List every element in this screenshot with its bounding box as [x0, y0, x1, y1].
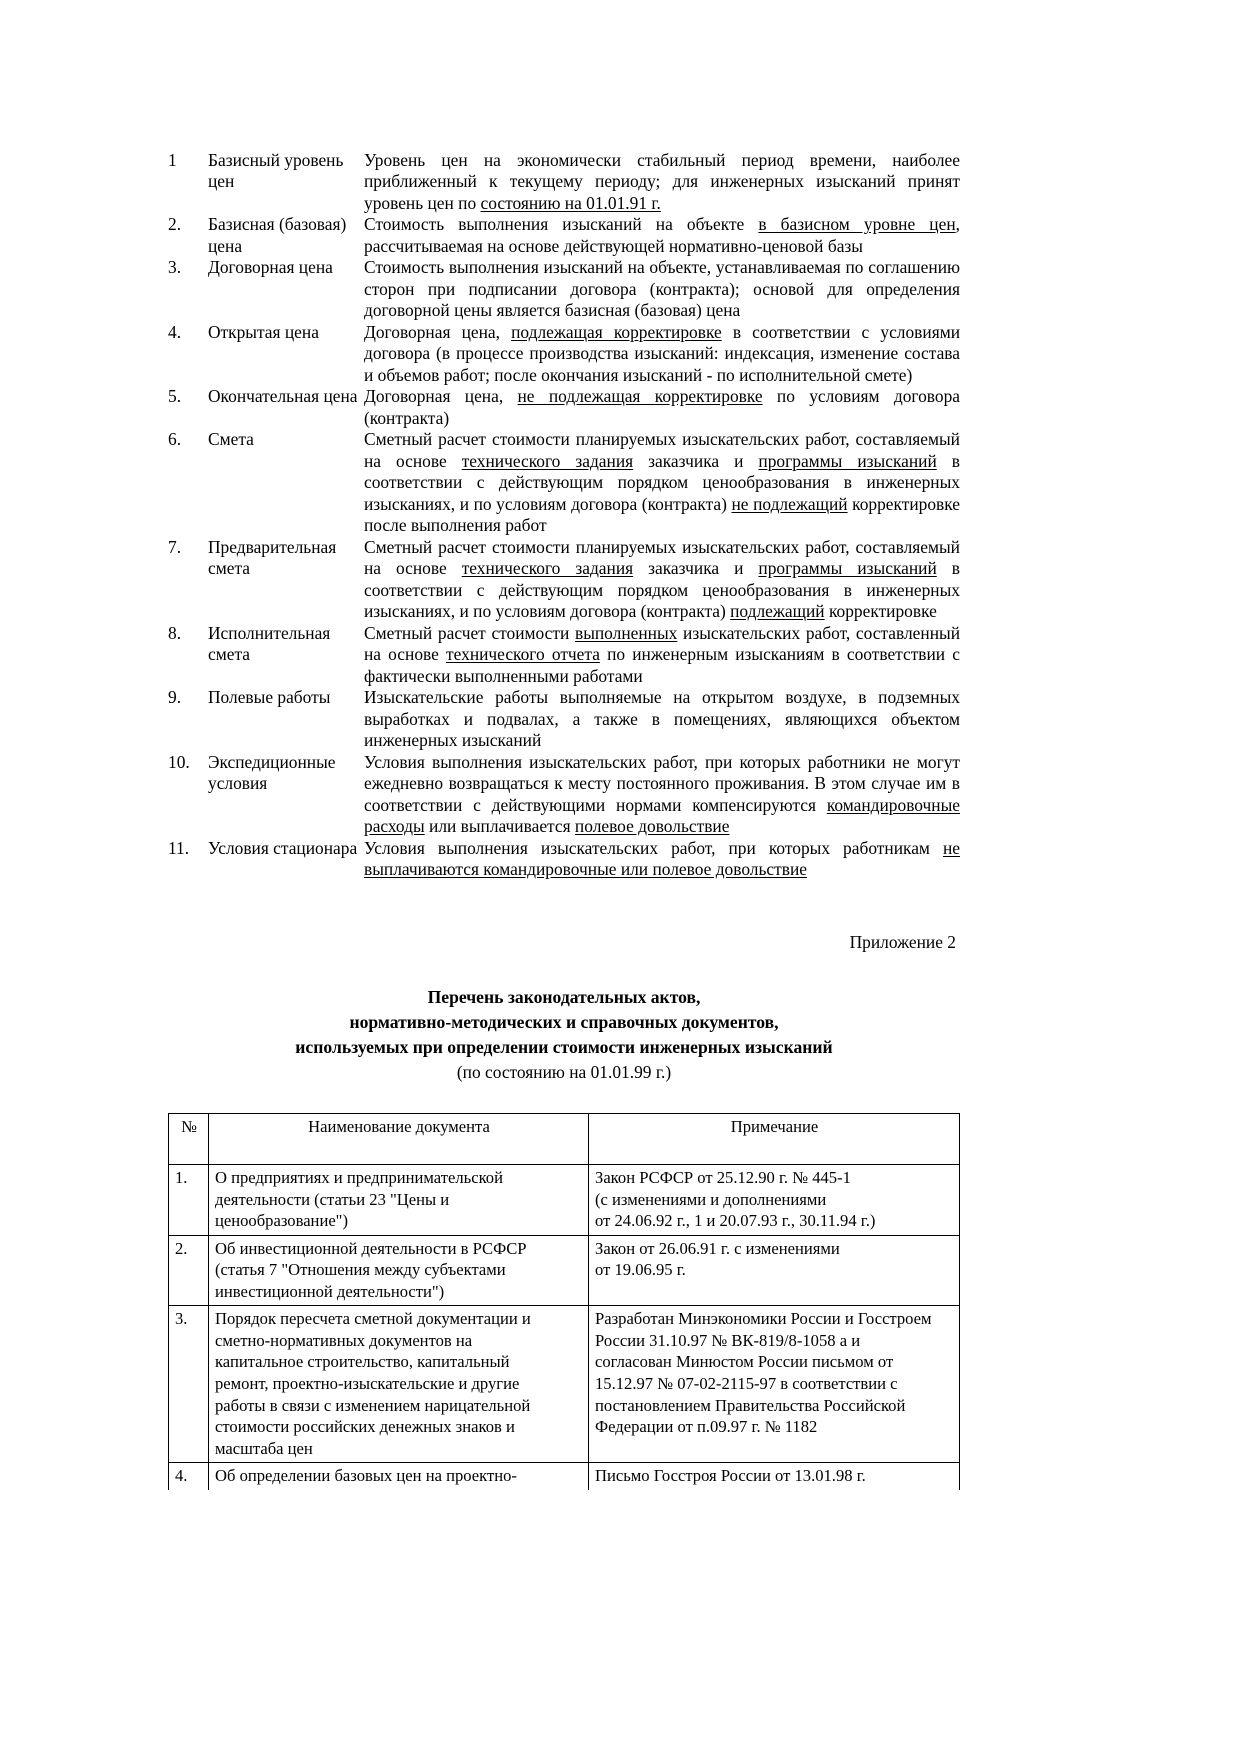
- definition-description: [364, 537, 960, 623]
- document-name-line: Об определении базовых цен на проектно-: [215, 1466, 517, 1486]
- definition-term: Базисная (базовая) цена: [208, 214, 347, 256]
- appendix-title: [168, 985, 960, 1060]
- emphasis-underlined-text: выполненных: [574, 622, 678, 643]
- plain-text: или выплачивается: [424, 816, 575, 837]
- plain-text: корректировке после выполнения работ: [364, 493, 960, 536]
- definition-row: [168, 537, 960, 623]
- document-name-cell: [209, 1164, 589, 1235]
- definition-term: Базисный уровень цен: [208, 150, 344, 192]
- plain-text: Договорная цена,: [364, 321, 512, 342]
- definition-term: Договорная цена: [208, 257, 333, 278]
- plain-text: по инженерным изысканиям в соответствии с фактически выполненными работами: [364, 644, 960, 686]
- document-name-line: Об инвестиционной деятельности в РСФСР: [215, 1238, 527, 1258]
- emphasis-underlined-text: в базисном уровне цен: [758, 214, 956, 235]
- definition-term: Окончательная цена: [208, 386, 358, 407]
- emphasis-underlined-text: технического отчета: [446, 644, 600, 665]
- definition-number: 2.: [168, 214, 182, 235]
- table-row: [169, 1306, 960, 1463]
- document-name-line: инвестиционной деятельности"): [215, 1281, 445, 1301]
- emphasis-underlined-text: подлежащий: [730, 601, 825, 622]
- definition-description: [364, 429, 960, 536]
- definition-description: [364, 150, 960, 214]
- documents-table: [168, 1113, 960, 1489]
- definition-description: [364, 687, 960, 751]
- plain-text: Сметный расчет стоимости планируемых изыскательских работ, составляемый на основе: [364, 536, 960, 579]
- appendix-title-line-3: используемых при определении стоимости инженерных изысканий: [295, 1037, 833, 1058]
- plain-text: Договорная цена,: [364, 386, 518, 407]
- definition-number: 3.: [168, 257, 182, 278]
- definition-number: 9.: [168, 687, 182, 708]
- appendix-title-line-1: Перечень законодательных актов,: [427, 987, 701, 1008]
- definitions-table: [168, 150, 960, 880]
- plain-text: заказчика и: [633, 450, 759, 471]
- definition-term: Открытая цена: [208, 321, 319, 342]
- definition-number: 11.: [168, 837, 190, 858]
- definition-row: [168, 687, 960, 751]
- definition-term: Исполнительная смета: [208, 622, 331, 665]
- definition-term: Полевые работы: [208, 687, 331, 708]
- definition-number: 7.: [168, 536, 182, 557]
- document-name-line: деятельности (статьи 23 "Цены и: [215, 1189, 450, 1209]
- emphasis-underlined-text: состоянию на 01.01.91 г.: [480, 192, 661, 213]
- plain-text: Условия выполнения изыскательских работ, при которых работникам: [364, 837, 943, 858]
- plain-text: по условиям договора (контракта): [364, 386, 960, 428]
- definition-description: [364, 322, 960, 386]
- plain-text: корректировке: [824, 601, 937, 622]
- document-note-line: постановлением Правительства Российской: [595, 1395, 906, 1415]
- document-note-line: Письмо Госстроя России от 13.01.98 г.: [595, 1466, 866, 1486]
- document-note-line: согласован Минюстом России письмом от: [595, 1352, 894, 1372]
- document-name-cell: [209, 1306, 589, 1463]
- document-name-cell: [209, 1463, 589, 1490]
- emphasis-underlined-text: не подлежащий: [731, 493, 848, 514]
- plain-text: Стоимость выполнения изысканий на объекте, устанавливаемая по соглашению сторон при подписании договора (контракта); основой для определения договорной цены является базисная (базовая) цена: [364, 257, 960, 321]
- definition-row: [168, 214, 960, 257]
- table-row: [169, 1235, 960, 1306]
- definition-row: [168, 429, 960, 536]
- document-name-line: О предприятиях и предпринимательской: [215, 1167, 503, 1187]
- definition-row: [168, 150, 960, 214]
- document-note-cell: [589, 1306, 960, 1463]
- document-note-line: Закон от 26.06.91 г. с изменениями: [595, 1238, 840, 1258]
- plain-text: Стоимость выполнения изысканий на объекте: [364, 214, 759, 235]
- definition-row: [168, 623, 960, 687]
- document-name-line: (статья 7 "Отношения между субъектами: [215, 1260, 506, 1280]
- document-name-line: Порядок пересчета сметной документации и: [215, 1309, 531, 1329]
- document-note-line: 15.12.97 № 07-02-2115-97 в соответствии с: [595, 1374, 898, 1393]
- column-header-name: Наименование документа: [209, 1114, 589, 1165]
- plain-text: в соответствии с действующим порядком ценообразования в инженерных изысканиях, и по условиям договора (контракта): [364, 558, 960, 622]
- definition-number: 1: [168, 150, 177, 170]
- document-name-line: ценообразование"): [215, 1211, 348, 1231]
- plain-text: Изыскательские работы выполняемые на открытом воздухе, в подземных выработках и подвалах, а также в помещениях, являющихся объектом инженерных изысканий: [364, 687, 960, 751]
- document-name-line: сметно-нормативных документов на: [215, 1330, 473, 1350]
- definition-row: [168, 386, 960, 429]
- document-number-cell: 2.: [169, 1235, 209, 1306]
- definition-description: [364, 257, 960, 321]
- plain-text: заказчика и: [633, 558, 759, 579]
- definition-number: 6.: [168, 429, 182, 450]
- emphasis-underlined-text: технического задания: [461, 450, 634, 471]
- emphasis-underlined-text: программы изысканий: [758, 558, 937, 579]
- document-name-line: капитальное строительство, капитальный: [215, 1352, 510, 1372]
- document-note-line: Федерации от п.09.97 г. № 1182: [595, 1417, 818, 1437]
- plain-text: , рассчитываемая на основе действующей нормативно-ценовой базы: [364, 214, 960, 256]
- appendix-title-line-2: нормативно-методических и справочных документов,: [349, 1012, 779, 1033]
- definition-number: 8.: [168, 622, 182, 643]
- document-note-line: Разработан Минэкономики России и Госстроем: [595, 1309, 932, 1329]
- column-header-number: №: [169, 1114, 209, 1165]
- table-row: [169, 1164, 960, 1235]
- emphasis-underlined-text: подлежащая корректировке: [511, 321, 722, 342]
- emphasis-underlined-text: командировочные расходы: [364, 794, 960, 837]
- definition-description: [364, 214, 960, 257]
- document-note-cell: [589, 1463, 960, 1490]
- documents-table-head: [169, 1114, 960, 1165]
- document-note-line: от 19.06.95 г.: [595, 1260, 686, 1280]
- plain-text: изыскательских работ, составленный на основе: [364, 622, 960, 665]
- appendix-subtitle: (по состоянию на 01.01.99 г.): [456, 1062, 672, 1083]
- document-number-cell: 3.: [169, 1306, 209, 1463]
- document-note-cell: [589, 1164, 960, 1235]
- column-header-note: Примечание: [589, 1114, 960, 1165]
- definition-number: 5.: [168, 386, 182, 407]
- document-name-line: работы в связи с изменением нарицательной: [215, 1395, 531, 1415]
- emphasis-underlined-text: не подлежащая корректировке: [517, 386, 763, 407]
- definition-description: [364, 386, 960, 429]
- definition-row: [168, 752, 960, 838]
- emphasis-underlined-text: не выплачиваются командировочные или полевое довольствие: [364, 837, 960, 879]
- definition-row: [168, 257, 960, 321]
- document-number-cell: 1.: [169, 1164, 209, 1235]
- page-content: [168, 150, 960, 1490]
- definition-number: 4.: [168, 321, 182, 342]
- table-header-row: [169, 1114, 960, 1165]
- document-note-cell: [589, 1235, 960, 1306]
- plain-text: Сметный расчет стоимости: [364, 622, 575, 643]
- definitions-body: [168, 150, 960, 880]
- plain-text: Условия выполнения изыскательских работ, при которых работники не могут ежедневно возвращаться к месту постоянного проживания. В этом случае им в соответствии с действующими нормами компенсируются: [364, 751, 960, 815]
- plain-text: в соответствии с условиями договора (в процессе производства изысканий: индексация, изменение состава и объемов работ; после окончания изысканий - по исполнительной смете): [364, 321, 961, 385]
- document-number-cell: 4.: [169, 1463, 209, 1490]
- definition-term: Экспедиционные условия: [208, 751, 336, 794]
- definition-term: Смета: [208, 429, 254, 450]
- plain-text: в соответствии с действующим порядком ценообразования в инженерных изысканиях, и по условиям договора (контракта): [364, 450, 960, 514]
- definition-row: [168, 322, 960, 386]
- document-note-line: России 31.10.97 № ВК-819/8-1058 а и: [595, 1330, 861, 1350]
- document-name-line: масштаба цен: [215, 1438, 313, 1458]
- appendix-label: Приложение 2: [849, 932, 956, 953]
- document-note-line: Закон РСФСР от 25.12.90 г. № 445-1: [595, 1167, 851, 1187]
- document-note-line: (с изменениями и дополнениями: [595, 1189, 827, 1209]
- definition-description: [364, 623, 960, 687]
- definition-term: Условия стационара: [208, 837, 358, 858]
- definition-description: [364, 838, 960, 881]
- emphasis-underlined-text: полевое довольствие: [574, 816, 730, 837]
- table-row: [169, 1463, 960, 1490]
- definition-row: [168, 838, 960, 881]
- emphasis-underlined-text: технического задания: [461, 558, 634, 579]
- plain-text: Сметный расчет стоимости планируемых изыскательских работ, составляемый на основе: [364, 429, 960, 471]
- document-name-line: ремонт, проектно-изыскательские и другие: [215, 1374, 520, 1393]
- definition-term: Предварительная смета: [208, 536, 337, 579]
- document-name-cell: [209, 1235, 589, 1306]
- document-note-line: от 24.06.92 г., 1 и 20.07.93 г., 30.11.94 г.): [595, 1211, 876, 1231]
- definition-description: [364, 752, 960, 838]
- emphasis-underlined-text: программы изысканий: [758, 450, 937, 471]
- plain-text: Уровень цен на экономически стабильный период времени, наиболее приближенный к текущему периоду; для инженерных изысканий принят уровень цен по: [364, 150, 960, 213]
- definition-number: 10.: [168, 751, 190, 772]
- document-name-line: стоимости российских денежных знаков и: [215, 1417, 515, 1437]
- documents-table-body: [169, 1164, 960, 1489]
